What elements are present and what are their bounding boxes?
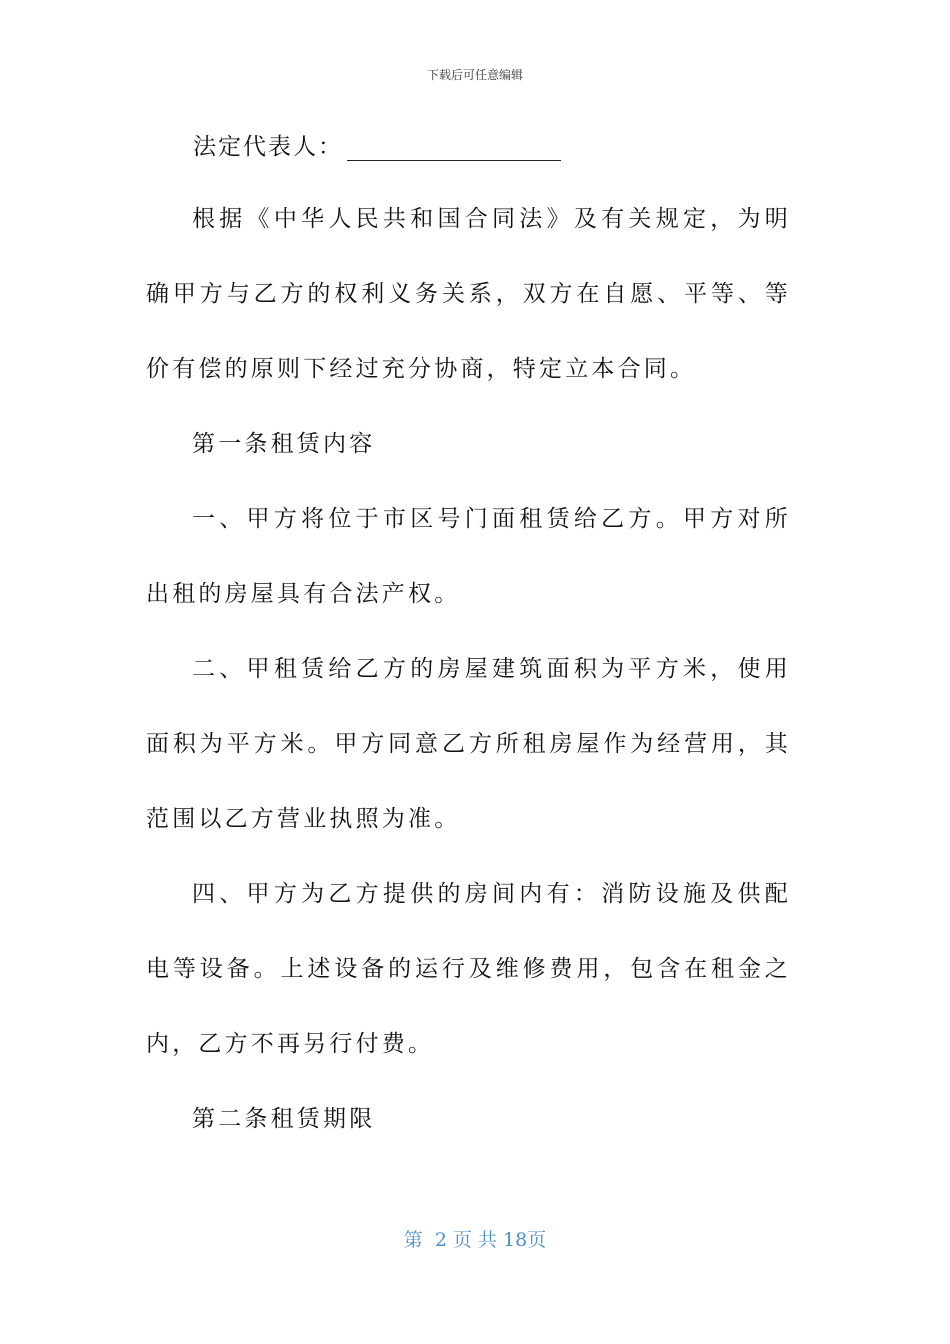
paragraph-clause-1: 一、甲方将位于市区号门面租赁给乙方。甲方对所出租的房屋具有合法产权。 (146, 506, 791, 607)
document-body (146, 182, 791, 1157)
paragraph-preamble: 根据《中华人民共和国合同法》及有关规定，为明确甲方与乙方的权利义务关系，双方在自愿、平等、等价有偿的原则下经过充分协商，特定立本合同。 (146, 206, 791, 382)
paragraph-clause-2: 二、甲租赁给乙方的房屋建筑面积为平方米，使用面积为平方米。甲方同意乙方所租房屋作为经营用，其范围以乙方营业执照为准。 (146, 656, 791, 832)
signature-blank (347, 134, 561, 161)
paragraph-clause-4: 四、甲方为乙方提供的房间内有：消防设施及供配电等设备。上述设备的运行及维修费用，包含在租金之内，乙方不再另行付费。 (146, 881, 791, 1057)
page-number: 第 2 页 共 18页 (403, 1229, 547, 1251)
article-heading-2: 第二条租赁期限 (192, 1106, 376, 1132)
header-note: 下载后可任意编辑 (426, 68, 523, 82)
legal-representative-line (193, 128, 561, 161)
legal-representative-label: 法定代表人： (193, 134, 343, 160)
article-heading-1: 第一条租赁内容 (192, 431, 376, 457)
